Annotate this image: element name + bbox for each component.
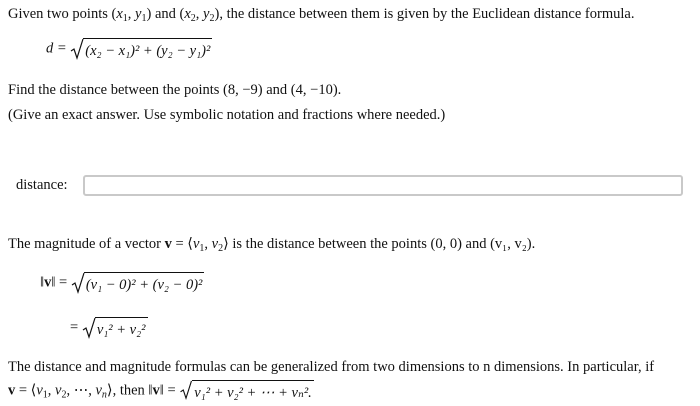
- generalization-text: The distance and magnitude formulas can be generalized from two dimensions to n dimensions. In particular, if: [8, 359, 655, 375]
- sqrt-symbol: [82, 317, 148, 339]
- magnitude-intro: The magnitude of a vector $v = ⟨v_1$, $v_2⟩$ is the distance between the points (0, 0) and (v₁, v₂).: [8, 236, 536, 254]
- generalization-radicand: v₁² + v₂² + ⋯ + vₙ².: [192, 380, 314, 402]
- formula-lhs: d =: [46, 40, 67, 57]
- magnitude-intro-text: The magnitude of a vector: [8, 236, 161, 252]
- intro-line: Given two points ($x_1$, $y_1$) and ($x_2$, $y_2$), the distance between them is given by the Euclidean distance formula.: [8, 6, 635, 24]
- distance-radicand: (x₂ − x₁)² + (y₂ − y₁)²: [83, 38, 212, 60]
- distance-formula: [46, 38, 212, 60]
- magnitude-formula-1: ‖v‖ = (v₁ − 0)² + (v₂ − 0)²: [40, 272, 204, 294]
- generalization-formula: $v = ⟨v_1$, $v_2$, ⋯, $v_n⟩$, then ‖v‖ = v₁² + v₂² + ⋯ + vₙ².: [8, 380, 314, 402]
- sqrt-symbol: [70, 38, 212, 60]
- generalization-then: , then: [112, 382, 145, 399]
- intro-tail: , the distance between them is given by the Euclidean distance formula.: [219, 6, 635, 22]
- magnitude-radicand-2: v₁² + v₂²: [95, 317, 148, 339]
- task-instruction: (Give an exact answer. Use symbolic notation and fractions where needed.): [8, 107, 446, 123]
- intro-mid: and: [154, 6, 176, 22]
- distance-answer-input[interactable]: [83, 175, 683, 196]
- sqrt-symbol: [179, 380, 314, 402]
- answer-label: distance:: [16, 177, 68, 193]
- task-prompt: Find the distance between the points (8, −9) and (4, −10).: [8, 82, 342, 98]
- magnitude-radicand-1: (v₁ − 0)² + (v₂ − 0)²: [84, 272, 205, 294]
- sqrt-symbol: [71, 272, 205, 294]
- magnitude-formula-2: = v₁² + v₂²: [70, 317, 148, 339]
- intro-lead: Given two points: [8, 6, 108, 22]
- magnitude-intro-tail: is the distance between the points (0, 0) and (v₁, v₂).: [232, 236, 536, 252]
